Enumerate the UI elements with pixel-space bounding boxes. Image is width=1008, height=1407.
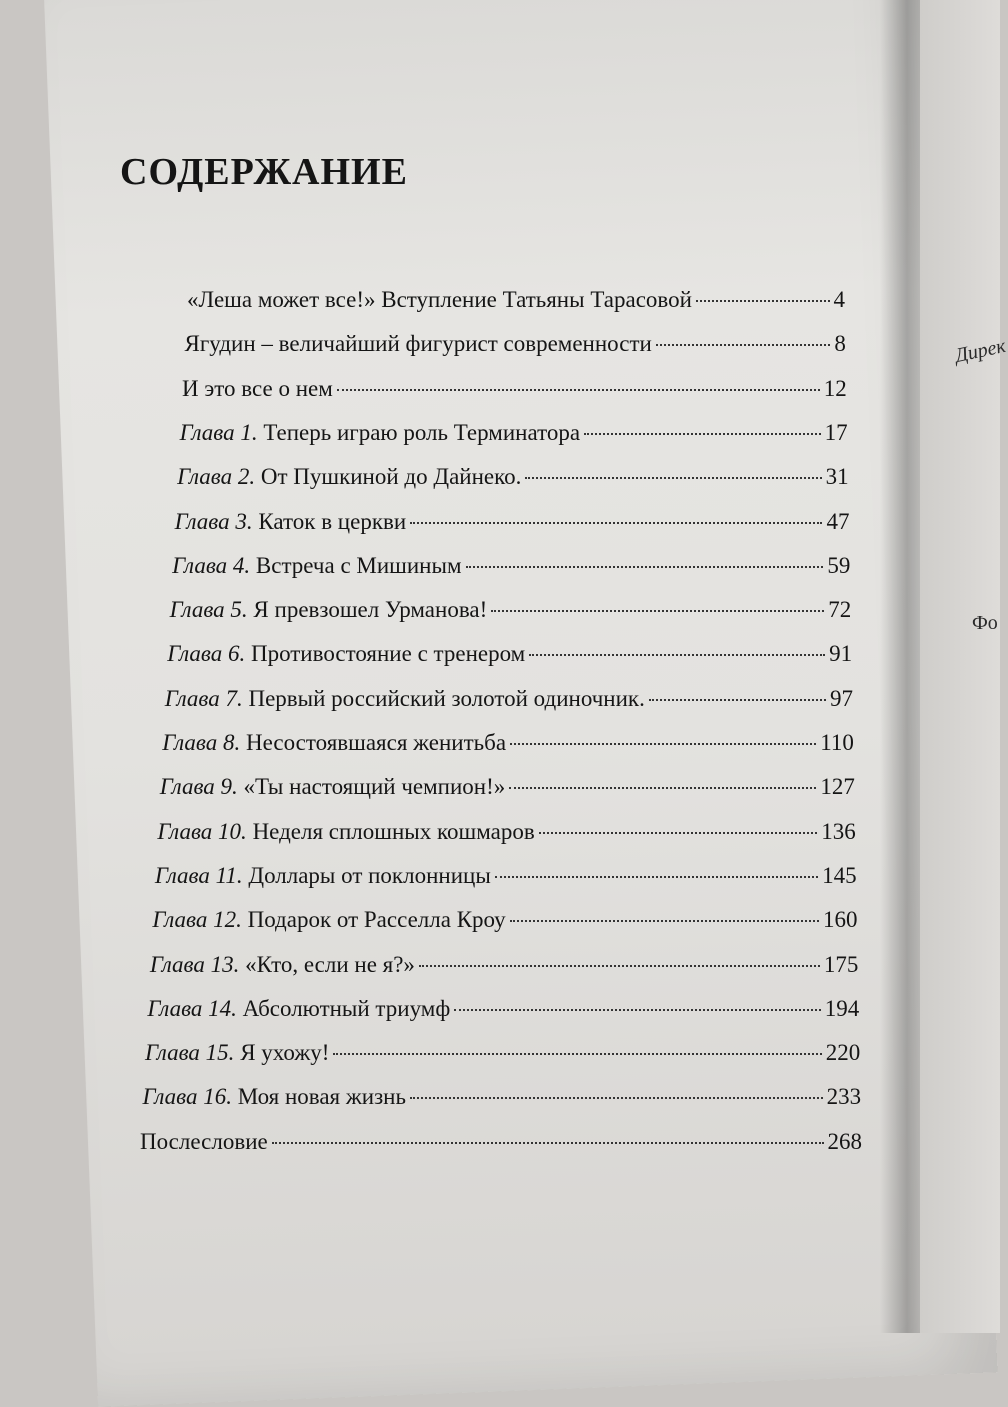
toc-entry: [182, 376, 847, 406]
page-number: 72: [828, 597, 852, 623]
toc-entry-label: [145, 1040, 329, 1066]
page-number: 110: [820, 730, 854, 755]
chapter-title: Несостоявшаяся женитьба: [246, 730, 507, 755]
chapter-title: Я превзошел Урманова!: [253, 597, 488, 623]
toc-entry-label: [177, 464, 521, 490]
page-number: 145: [822, 862, 857, 888]
chapter-number: Глава 5.: [169, 597, 248, 623]
page-number: 4: [833, 287, 845, 312]
chapter-title: Ягудин – величайший фигурист современности: [184, 331, 652, 357]
chapter-number: Глава 13.: [149, 951, 240, 977]
chapter-number: Глава 9.: [159, 774, 238, 800]
toc-entry-label: [150, 952, 415, 978]
page-number: 31: [825, 464, 849, 490]
dot-leader: [333, 1053, 821, 1055]
page-number: 59: [827, 552, 851, 578]
chapter-title: «Ты настоящий чемпион!»: [243, 774, 506, 800]
chapter-title: Противостояние с тренером: [250, 641, 526, 667]
page-number: 127: [820, 774, 855, 800]
dot-leader: [510, 920, 819, 922]
toc-entry-label: [155, 863, 491, 889]
chapter-title: От Пушкиной до Дайнеко.: [260, 464, 522, 490]
toc-entry-label: [160, 774, 505, 800]
dot-leader: [410, 522, 822, 524]
dot-leader: [419, 965, 820, 967]
toc-entry: [160, 774, 855, 804]
page-number: 17: [824, 419, 848, 445]
toc-entry: [172, 553, 850, 583]
chapter-title: И это все о нем: [182, 375, 333, 401]
toc-entry-label: [165, 686, 645, 712]
chapter-title: Абсолютный триумф: [242, 995, 451, 1021]
chapter-number: Глава 15.: [144, 1040, 235, 1066]
chapter-number: Глава 12.: [152, 907, 242, 933]
toc-entry: [167, 641, 852, 671]
chapter-number: Глава 1.: [179, 419, 258, 445]
dot-leader: [410, 1097, 823, 1099]
facing-page-fragment-2: Фо: [972, 612, 998, 634]
dot-leader: [510, 743, 816, 745]
dot-leader: [509, 787, 816, 789]
page-number: 91: [829, 641, 853, 667]
dot-leader: [491, 610, 824, 612]
toc-entry: [147, 996, 859, 1026]
toc-entry-label: [185, 331, 652, 357]
toc-entry: [157, 819, 855, 849]
page-number: 268: [827, 1128, 862, 1154]
chapter-title: Подарок от Расселла Кроу: [247, 907, 506, 933]
dot-leader: [529, 654, 825, 656]
toc-entry: [150, 952, 859, 982]
dot-leader: [584, 433, 821, 435]
page-number: 47: [826, 508, 850, 534]
toc-entry: [170, 597, 852, 627]
chapter-title: «Леша может все!» Вступление Татьяны Тарасовой: [187, 287, 692, 312]
page-number: 8: [834, 331, 846, 357]
toc-entry: [175, 509, 850, 539]
dot-leader: [656, 344, 831, 346]
chapter-number: Глава 2.: [177, 464, 256, 490]
toc-entry-label: [182, 376, 333, 402]
page-number: 233: [826, 1084, 862, 1110]
chapter-title: Доллары от поклонницы: [248, 862, 491, 888]
toc-entry-label: [180, 420, 580, 446]
toc-entry: [180, 420, 848, 450]
dot-leader: [466, 566, 824, 568]
chapter-number: Глава 11.: [154, 862, 243, 888]
page-number: 175: [823, 951, 859, 977]
toc-entry-label: [162, 730, 506, 756]
chapter-title: Встреча с Мишиным: [255, 552, 462, 578]
page-number: 12: [823, 375, 847, 401]
chapter-title: Я ухожу!: [240, 1040, 330, 1066]
toc-entry: [162, 730, 854, 760]
chapter-title: Первый российский золотой одиночник.: [248, 685, 645, 711]
chapter-number: Глава 7.: [164, 685, 243, 711]
toc-entry-label: [142, 1084, 406, 1110]
chapter-title: Послесловие: [140, 1128, 268, 1154]
toc-entry: [145, 1040, 860, 1070]
toc-entry: [152, 907, 857, 937]
toc-entry-label: [175, 509, 407, 535]
toc-entry: [140, 1129, 862, 1159]
dot-leader: [337, 389, 820, 391]
facing-page: [920, 0, 1000, 1333]
chapter-title: Неделя сплошных кошмаров: [252, 818, 535, 844]
page-number: 220: [825, 1040, 861, 1066]
chapter-number: Глава 10.: [157, 818, 247, 844]
chapter-title: Каток в церкви: [258, 508, 407, 534]
dot-leader: [525, 477, 821, 479]
chapter-title: «Кто, если не я?»: [245, 951, 415, 977]
toc-entry: [177, 464, 848, 494]
chapter-number: Глава 8.: [162, 730, 241, 755]
chapter-number: Глава 3.: [174, 508, 253, 534]
toc-entry-label: [152, 907, 505, 933]
toc-entry-label: [187, 287, 692, 313]
page-number: 194: [824, 995, 860, 1021]
toc-entry: [187, 287, 845, 317]
toc-entry: [165, 686, 853, 716]
dot-leader: [495, 876, 818, 878]
facing-page-fragment-1: Дирек: [953, 334, 1008, 368]
toc-entry: [185, 331, 846, 361]
page-title: СОДЕРЖАНИЕ: [120, 151, 408, 193]
dot-leader: [272, 1142, 824, 1144]
toc-entry-label: [147, 996, 450, 1022]
chapter-number: Глава 14.: [147, 995, 237, 1021]
dot-leader: [454, 1009, 821, 1011]
chapter-number: Глава 16.: [142, 1084, 232, 1110]
chapter-title: Моя новая жизнь: [237, 1084, 406, 1110]
toc-entry-label: [172, 553, 461, 579]
chapter-title: Теперь играю роль Терминатора: [263, 419, 581, 445]
dot-leader: [649, 699, 826, 701]
toc-entry: [155, 863, 857, 893]
page-number: 97: [830, 685, 854, 711]
page-number: 160: [823, 907, 858, 933]
chapter-number: Глава 4.: [172, 552, 251, 578]
toc-entry-label: [170, 597, 488, 623]
toc-entry-label: [140, 1129, 268, 1155]
toc-entry-label: [167, 641, 525, 667]
page-number: 136: [821, 818, 856, 844]
dot-leader: [539, 832, 818, 834]
dot-leader: [696, 300, 830, 302]
toc-entry-label: [157, 819, 534, 845]
toc-entry: [142, 1084, 861, 1114]
chapter-number: Глава 6.: [167, 641, 246, 667]
